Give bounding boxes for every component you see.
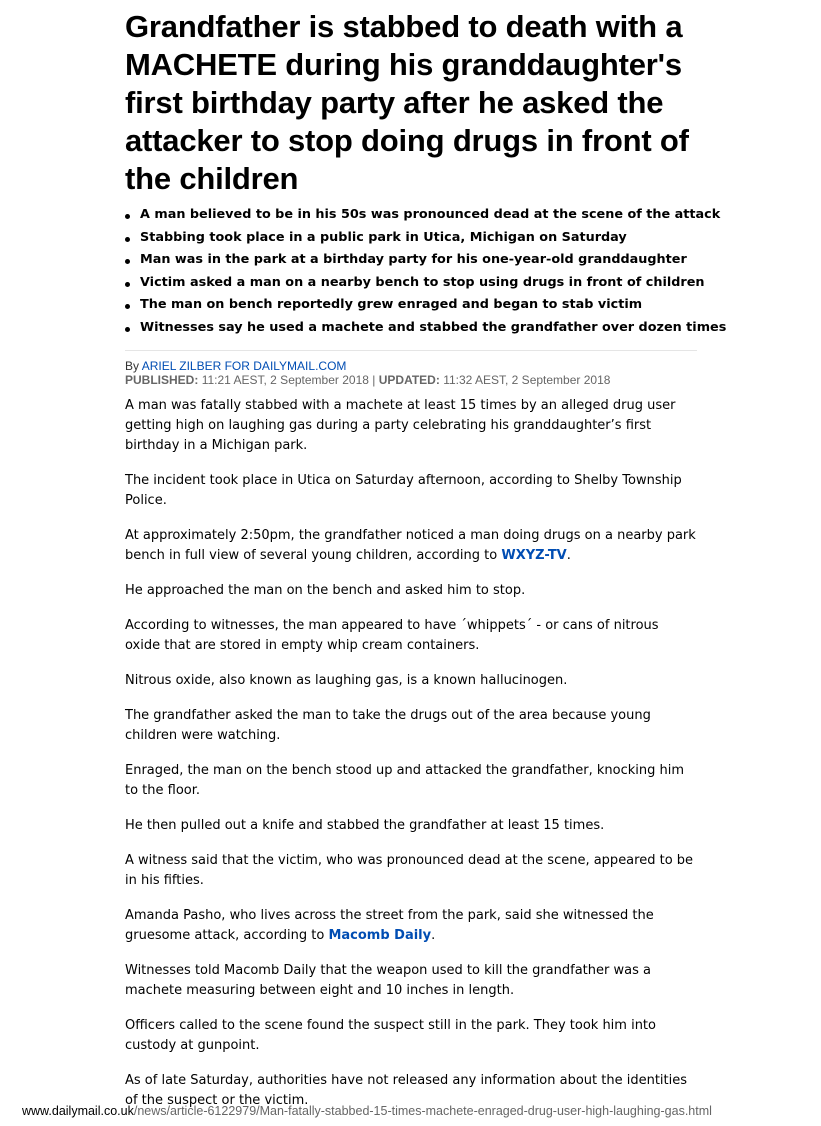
page-url-footer — [22, 1104, 812, 1118]
bullet-item — [125, 249, 697, 272]
article-bullets — [125, 204, 727, 340]
paragraph: As of late Saturday, authorities have not released any information about the identities of the suspect or the victim. — [125, 1073, 688, 1109]
bullet-item — [125, 227, 697, 250]
paragraph-text: Amanda Pasho, who lives across the street from the park, said she witnessed the gruesome attack, according to — [125, 907, 654, 944]
published-value: 11:21 AEST, 2 September 2018 — [201, 372, 369, 387]
paragraph: Enraged, the man on the bench stood up and attacked the grandfather, knocking him to the floor. — [125, 762, 685, 799]
updated-label: UPDATED: — [378, 372, 440, 387]
bullet-text: A man believed to be in his 50s was pronounced dead at the scene of the attack — [140, 207, 721, 222]
paragraph-text: . — [431, 928, 436, 944]
macomb-daily-link[interactable]: Macomb Daily — [328, 928, 432, 944]
bullet-dot-icon — [125, 304, 130, 309]
bullet-dot-icon — [125, 282, 130, 287]
paragraph: According to witnesses, the man appeared to have ´whippets´ - or cans of nitrous oxide that are stored in empty whip cream containers. — [125, 617, 659, 654]
headline: Grandfather is stabbed to death with a MACHETE during his granddaughter's first birthday party after he asked the attacker to stop doing drugs in front of the children — [125, 9, 689, 196]
paragraph: Nitrous oxide, also known as laughing gas, is a known hallucinogen. — [125, 673, 568, 689]
bullet-dot-icon — [125, 237, 130, 242]
byline-divider — [125, 350, 697, 351]
byline — [125, 359, 697, 373]
paragraph: Officers called to the scene found the suspect still in the park. They took him into custody at gunpoint. — [125, 1018, 656, 1054]
author-link[interactable]: ARIEL ZILBER FOR DAILYMAIL.COM — [141, 358, 347, 373]
byline-prefix: By — [125, 358, 140, 373]
bullet-dot-icon — [125, 259, 130, 264]
paragraph — [125, 526, 697, 567]
paragraph-text: . — [566, 548, 571, 564]
article-dates — [125, 373, 697, 387]
paragraph: He approached the man on the bench and asked him to stop. — [125, 583, 526, 599]
article — [125, 8, 727, 1126]
bullet-item — [125, 317, 727, 340]
url-domain: www.dailymail.co.uk — [22, 1104, 134, 1118]
updated-value: 11:32 AEST, 2 September 2018 — [443, 372, 611, 387]
bullet-item — [125, 294, 697, 317]
bullet-text: Witnesses say he used a machete and stabbed the grandfather over dozen times — [140, 319, 727, 335]
paragraph: The incident took place in Utica on Saturday afternoon, according to Shelby Township Police. — [125, 472, 682, 509]
paragraph: A man was fatally stabbed with a machete at least 15 times by an alleged drug user getting high on laughing gas during a party celebrating his granddaughter’s first birthday in a Michigan park. — [125, 397, 676, 454]
bullet-text: Man was in the park at a birthday party for his one-year-old granddaughter — [140, 252, 687, 268]
bullet-text: Stabbing took place in a public park in Utica, Michigan on Saturday — [140, 229, 627, 245]
bullet-item — [125, 272, 705, 295]
paragraph-text: At approximately 2:50pm, the grandfather noticed a man doing drugs on a nearby park bench in full view of several young children, according to — [125, 528, 696, 564]
bullet-item — [125, 204, 721, 227]
bullet-text: The man on bench reportedly grew enraged and began to stab victim — [140, 297, 643, 313]
published-label: PUBLISHED: — [125, 372, 199, 387]
url-path: /news/article-6122979/Man-fatally-stabbed-15-times-machete-enraged-drug-user-high-laughing-gas.html — [133, 1104, 712, 1118]
article-body — [125, 396, 697, 1112]
bullet-dot-icon — [125, 327, 130, 332]
paragraph: A witness said that the victim, who was pronounced dead at the scene, appeared to be in his fifties. — [125, 852, 694, 889]
bullet-text: Victim asked a man on a nearby bench to stop using drugs in front of children — [140, 274, 705, 290]
wxyz-tv-link[interactable]: WXYZ-TV — [501, 548, 567, 564]
bullet-dot-icon — [125, 214, 130, 219]
paragraph: Witnesses told Macomb Daily that the weapon used to kill the grandfather was a machete measuring between eight and 10 inches in length. — [125, 963, 651, 999]
paragraph: He then pulled out a knife and stabbed the grandfather at least 15 times. — [125, 818, 605, 834]
date-separator: | — [372, 372, 376, 387]
paragraph — [125, 906, 697, 947]
paragraph: The grandfather asked the man to take the drugs out of the area because young children were watching. — [125, 707, 651, 744]
